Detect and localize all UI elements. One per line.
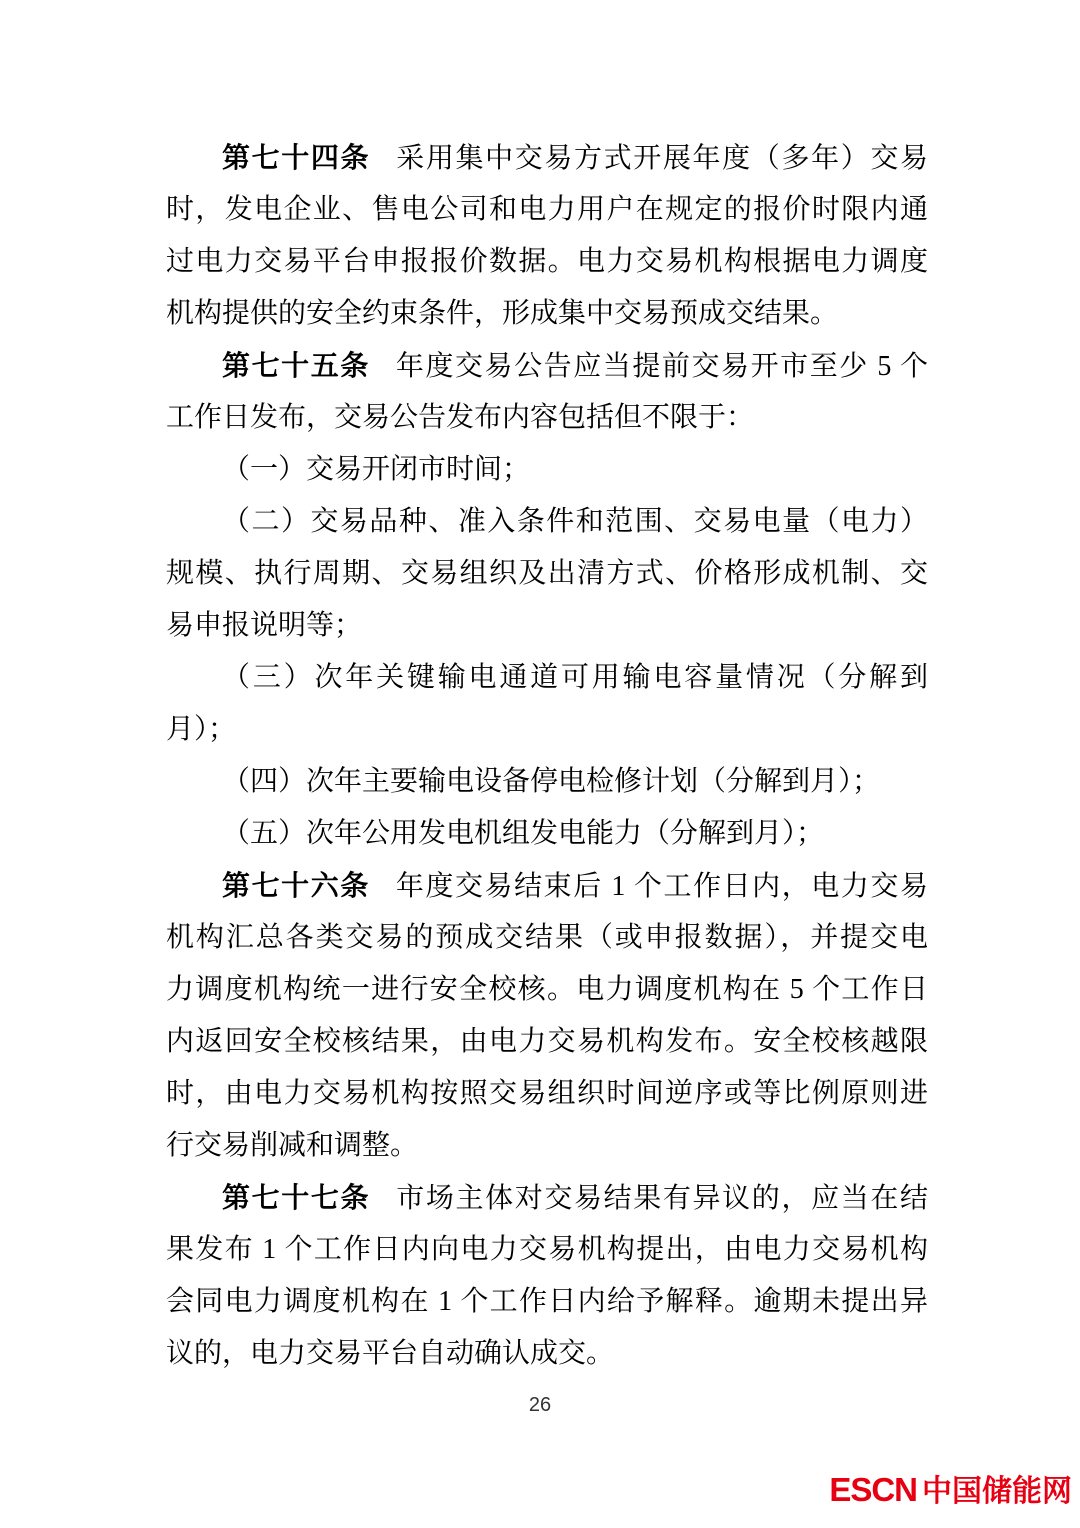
line-text: 年度交易结束后 1 个工作日内，电力交易	[395, 871, 928, 902]
line-text: 月）；	[166, 714, 237, 745]
line-text: （五）次年公用发电机组发电能力（分解到月）；	[222, 818, 825, 849]
text-line	[166, 860, 928, 912]
line-text: 市场主体对交易结果有异议的，应当在结	[396, 1183, 928, 1214]
page-number: 26	[528, 1394, 552, 1416]
text-line	[166, 600, 928, 652]
text-line	[166, 1328, 928, 1380]
line-text: （三）次年关键输电通道可用输电容量情况（分解到	[222, 662, 928, 693]
line-text: （四）次年主要输电设备停电检修计划（分解到月）；	[222, 766, 881, 797]
text-line	[166, 704, 928, 756]
text-line	[166, 444, 928, 496]
line-text: 果发布 1 个工作日内向电力交易机构提出，由电力交易机构	[166, 1234, 928, 1265]
line-text: 内返回安全校核结果，由电力交易机构发布。安全校核越限	[166, 1026, 928, 1057]
text-line	[166, 1120, 928, 1172]
text-line	[166, 496, 928, 548]
text-line	[166, 652, 928, 704]
line-text: 行交易削减和调整。	[166, 1130, 419, 1161]
document-body	[166, 132, 928, 1380]
article-number: 第七十五条	[222, 350, 370, 381]
text-line	[166, 1172, 928, 1224]
logo-cjk-text: 中国储能网	[922, 1475, 1072, 1508]
line-text: 会同电力调度机构在 1 个工作日内给予解释。逾期未提出异	[166, 1286, 928, 1317]
article-number: 第七十七条	[222, 1182, 371, 1213]
line-text: 时，由电力交易机构按照交易组织时间逆序或等比例原则进	[166, 1078, 928, 1109]
text-line	[166, 548, 928, 600]
text-line	[166, 184, 928, 236]
text-line	[166, 912, 928, 964]
text-line	[166, 236, 928, 288]
text-line	[166, 1068, 928, 1120]
line-text: 机构提供的安全约束条件，形成集中交易预成交结果。	[166, 298, 839, 329]
line-text: 过电力交易平台申报报价数据。电力交易机构根据电力调度	[166, 246, 928, 277]
text-line	[166, 964, 928, 1016]
article-number: 第七十六条	[222, 870, 370, 901]
line-text: 易申报说明等；	[166, 610, 363, 641]
line-text: （二）交易品种、准入条件和范围、交易电量（电力）	[222, 506, 928, 537]
text-line	[166, 132, 928, 184]
line-text: 机构汇总各类交易的预成交结果（或申报数据），并提交电	[166, 922, 928, 953]
logo-escn-text: ESCN	[829, 1471, 917, 1508]
text-line	[166, 756, 928, 808]
text-line	[166, 392, 928, 444]
line-text: （一）交易开闭市时间；	[222, 454, 531, 485]
footer-logo	[829, 1470, 1072, 1517]
line-text: 年度交易公告应当提前交易开市至少 5 个	[395, 351, 928, 382]
article-number: 第七十四条	[222, 142, 371, 173]
line-text: 力调度机构统一进行安全校核。电力调度机构在 5 个工作日	[166, 974, 928, 1005]
text-line	[166, 1224, 928, 1276]
line-text: 议的，电力交易平台自动确认成交。	[166, 1338, 615, 1369]
text-line	[166, 1016, 928, 1068]
line-text: 规模、执行周期、交易组织及出清方式、价格形成机制、交	[166, 558, 928, 589]
text-line	[166, 808, 928, 860]
text-line	[166, 288, 928, 340]
text-line	[166, 340, 928, 392]
line-text: 采用集中交易方式开展年度（多年）交易	[396, 143, 928, 174]
line-text: 时，发电企业、售电公司和电力用户在规定的报价时限内通	[166, 194, 928, 225]
text-line	[166, 1276, 928, 1328]
line-text: 工作日发布，交易公告发布内容包括但不限于：	[166, 402, 755, 433]
